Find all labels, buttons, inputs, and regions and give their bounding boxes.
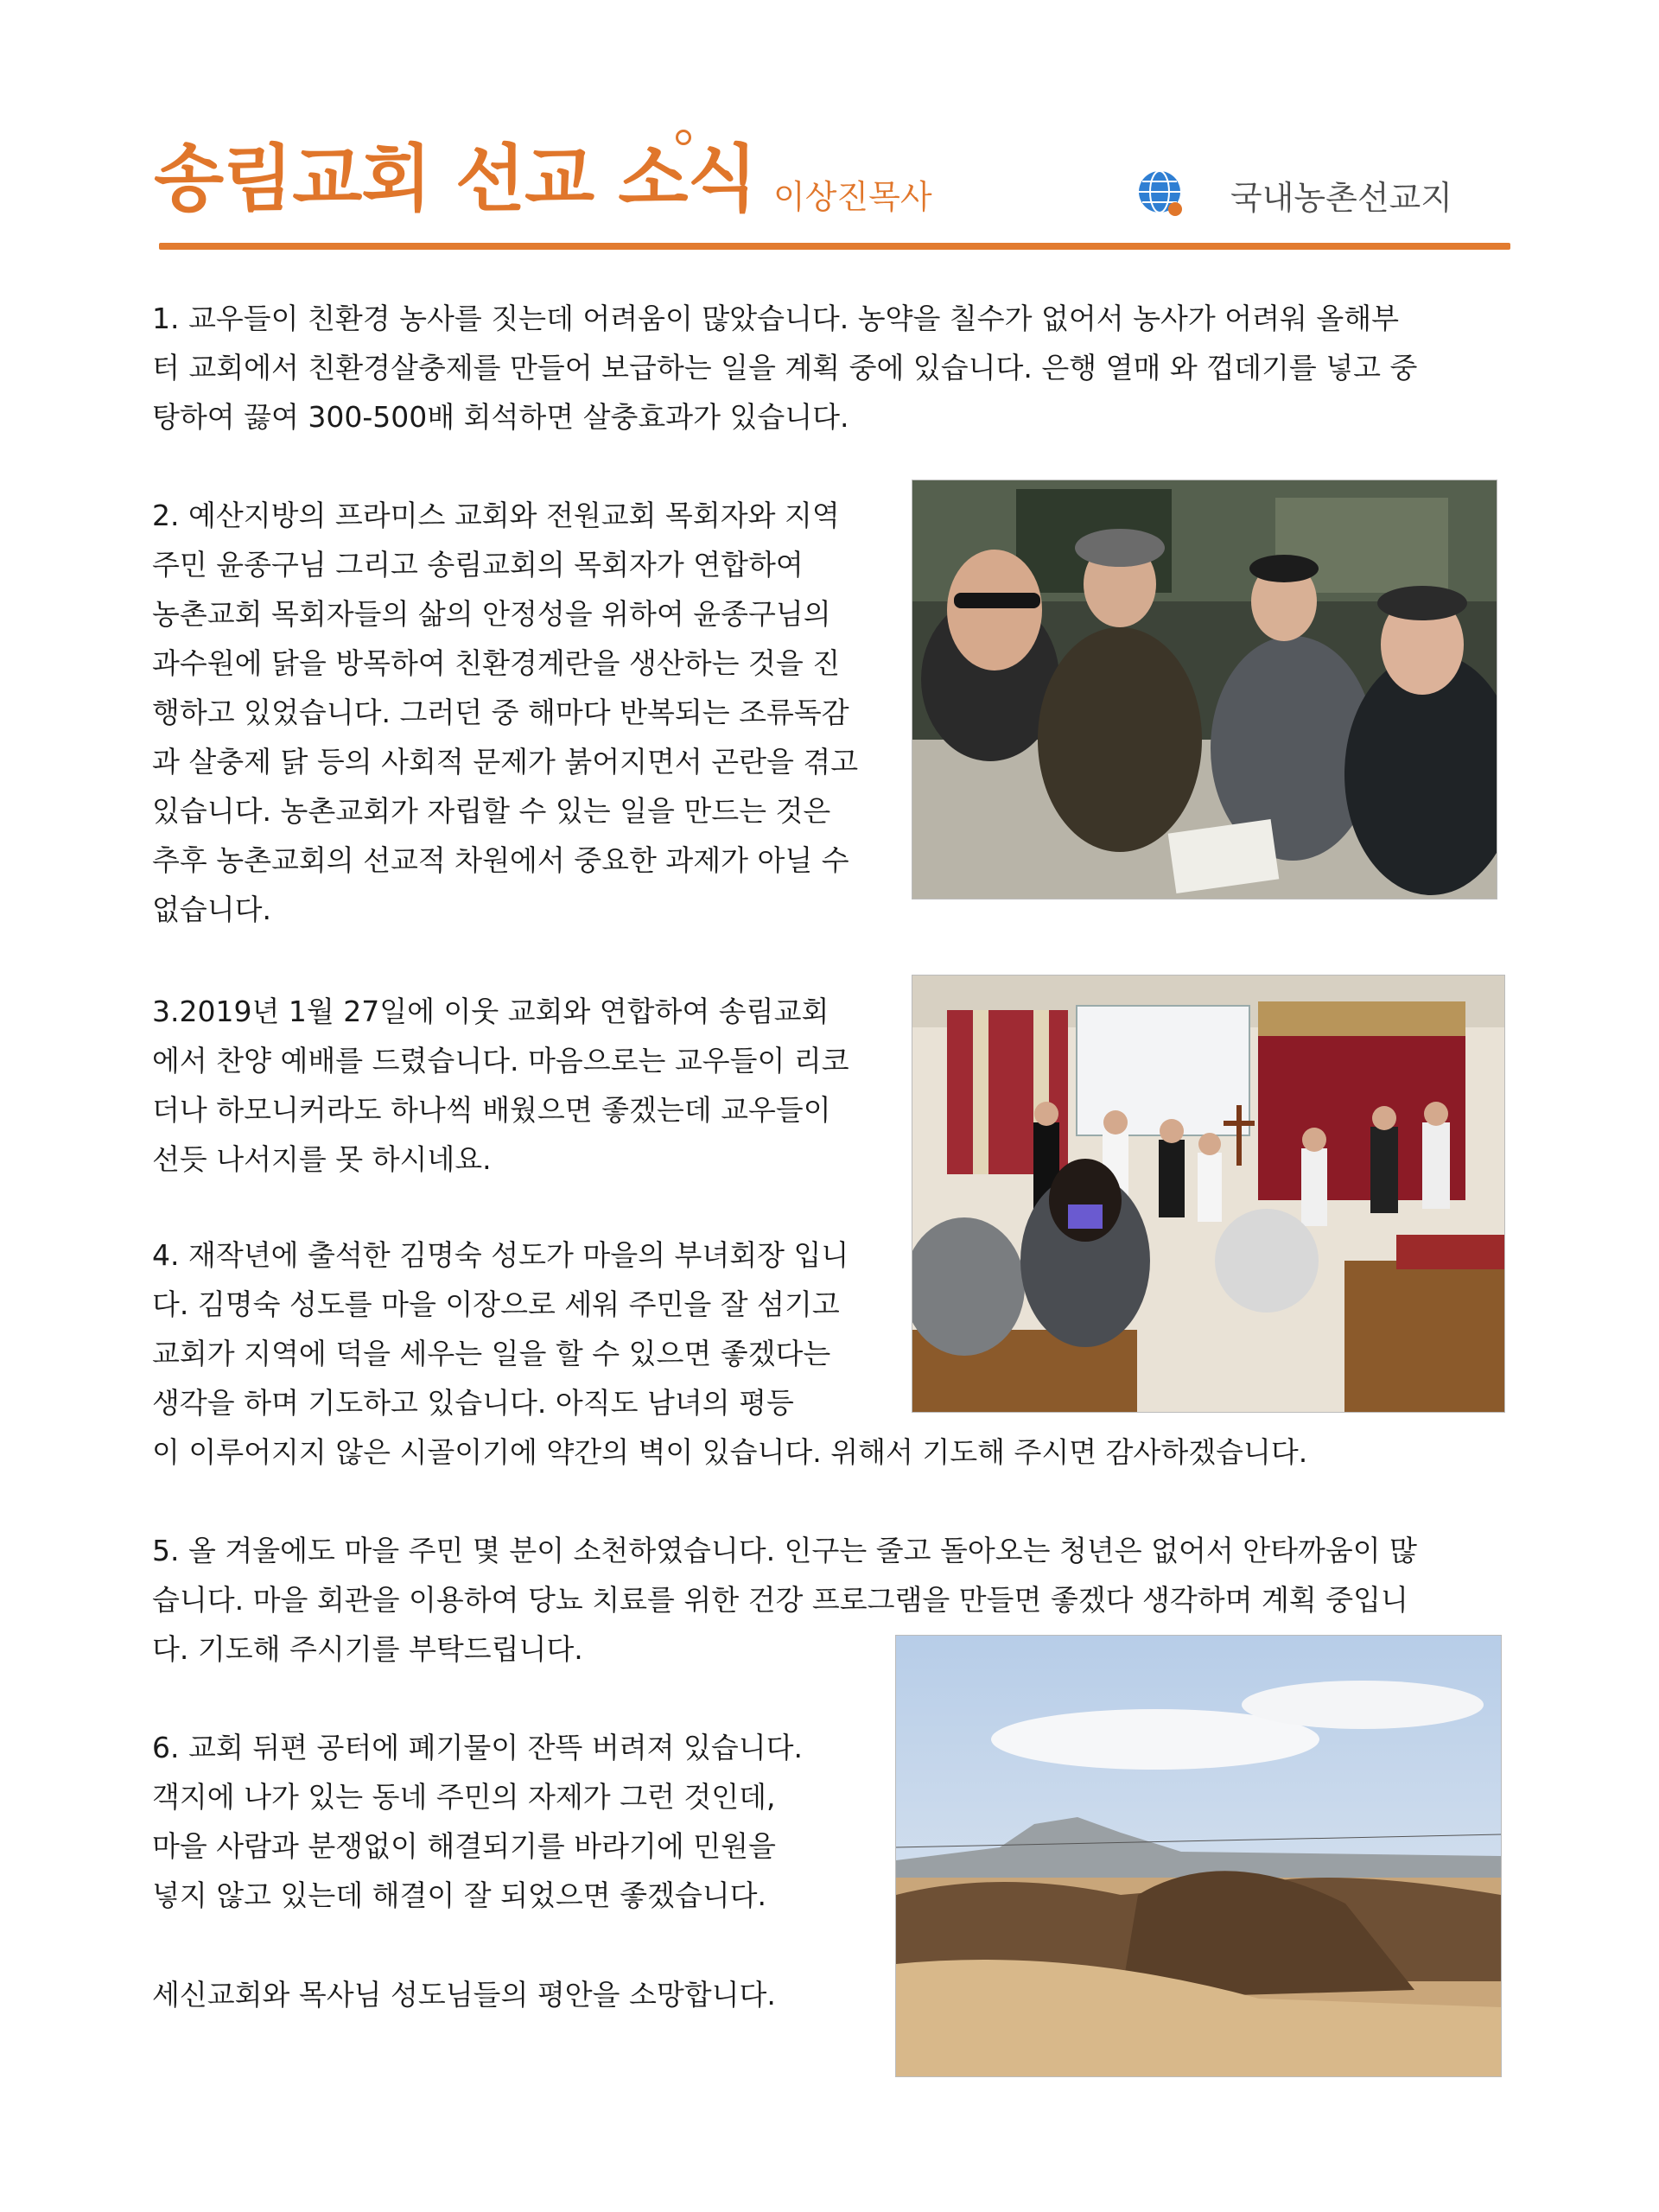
text-line: 세신교회와 목사님 성도님들의 평안을 소망합니다. [152,1978,776,2012]
globe-icon [1137,169,1185,218]
text-line: 교회가 지역에 덕을 세우는 일을 할 수 있으면 좋겠다는 [152,1337,831,1370]
news-item-1 [152,294,1417,442]
text-line: 객지에 나가 있는 동네 주민의 자제가 그런 것인데, [152,1780,776,1814]
text-line: 주민 윤종구님 그리고 송림교회의 목회자가 연합하여 [152,548,804,582]
photo-praise-worship [912,975,1505,1413]
photo-pastors-meeting [912,480,1497,899]
author-name: 이상진목사 [773,178,932,216]
text-line: 있습니다. 농촌교회가 자립할 수 있는 일을 만드는 것은 [152,794,831,828]
text-line: 넣지 않고 있는데 해결이 잘 되었으면 좋겠습니다. [152,1878,766,1912]
text-line: 과 살충제 닭 등의 사회적 문제가 붉어지면서 곤란을 겪고 [152,745,859,779]
title-ornament [676,130,691,145]
text-line: 에서 찬양 예배를 드렸습니다. 마음으로는 교우들이 리코 [152,1044,849,1077]
text-line: 탕하여 끓여 300-500배 회석하면 살충효과가 있습니다. [152,400,849,434]
photo-waste-lot [895,1635,1502,2077]
header-divider [159,243,1510,250]
text-line: 추후 농촌교회의 선교적 차원에서 중요한 과제가 아닐 수 [152,843,849,877]
text-line: 4. 재작년에 출석한 김명숙 성도가 마을의 부녀회장 입니 [152,1238,849,1272]
text-line: 다. 기도해 주시기를 부탁드립니다. [152,1632,583,1666]
text-line: 습니다. 마을 회관을 이용하여 당뇨 치료를 위한 건강 프로그램을 만들면 좋겠다 생각하며 계획 중입니 [152,1583,1408,1617]
text-line: 6. 교회 뒤편 공터에 폐기물이 잔뜩 버려져 있습니다. [152,1731,803,1764]
text-line: 없습니다. [152,893,272,926]
text-line: 5. 올 겨울에도 마을 주민 몇 분이 소천하였습니다. 인구는 줄고 돌아오는 청년은 없어서 안타까움이 많 [152,1534,1417,1567]
text-line: 이 이루어지지 않은 시골이기에 약간의 벽이 있습니다. 위해서 기도해 주시면 감사하겠습니다. [152,1435,1308,1469]
text-line: 행하고 있었습니다. 그러던 중 해마다 반복되는 조류독감 [152,696,849,729]
text-line: 더나 하모니커라도 하나씩 배웠으면 좋겠는데 교우들이 [152,1093,831,1127]
text-line: 마을 사람과 분쟁없이 해결되기를 바라기에 민원을 [152,1829,776,1863]
text-line: 1. 교우들이 친환경 농사를 짓는데 어려움이 많았습니다. 농약을 칠수가 없어서 농사가 어려워 올해부 [152,302,1399,335]
text-line: 터 교회에서 친환경살충제를 만들어 보급하는 일을 계획 중에 있습니다. 은행 열매 와 껍데기를 넣고 중 [152,351,1418,385]
text-line: 2. 예산지방의 프라미스 교회와 전원교회 목회자와 지역 [152,499,840,532]
closing-blessing [152,1970,776,2019]
mission-region: 국내농촌선교지 [1230,179,1452,217]
page-title: 송림교회 선교 소식 [154,137,757,221]
news-item-6 [152,1723,803,1920]
news-item-2 [152,491,858,934]
text-line: 생각을 하며 기도하고 있습니다. 아직도 남녀의 평등 [152,1386,794,1420]
text-line: 과수원에 닭을 방목하여 친환경계란을 생산하는 것을 진 [152,646,841,680]
news-item-3 [152,987,849,1184]
text-line: 다. 김명숙 성도를 마을 이장으로 세워 주민을 잘 섬기고 [152,1287,840,1321]
text-line: 농촌교회 목회자들의 삶의 안정성을 위하여 윤종구님의 [152,597,831,631]
text-line: 선듯 나서지를 못 하시네요. [152,1142,492,1176]
text-line: 3.2019년 1월 27일에 이웃 교회와 연합하여 송림교회 [152,995,830,1028]
